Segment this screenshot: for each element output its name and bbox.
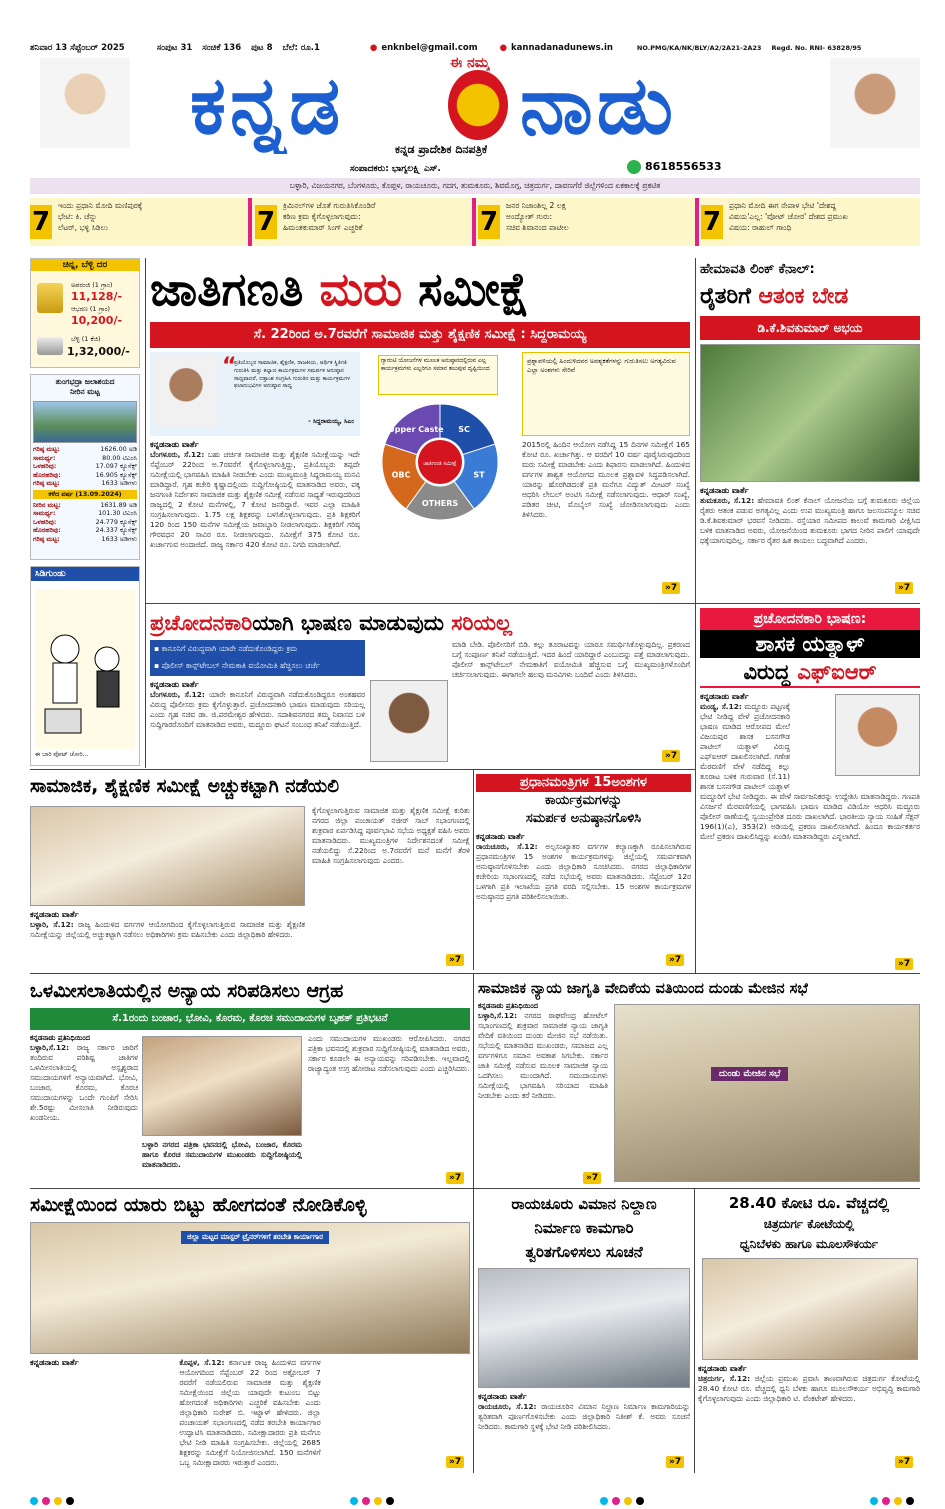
chart-label: ST — [473, 470, 485, 480]
dam-today-label: ಹೊರಹರಿವು: — [33, 470, 61, 479]
print-registration-marks — [870, 1490, 918, 1509]
yatnal-headline-part1: ಶಾಸಕ ಯತ್ನಾಳ್ — [700, 630, 920, 658]
social-survey-copy-left: ರಾಜ್ಯ ಹಿಂದುಳಿದ ವರ್ಗಗಳ ಆಯೋಗದಿಂದ ಕೈಗೊಳ್ಳಲಾಗುತ್ತಿರುವ ಸಾಮಾಜಿಕ ಮತ್ತು ಶೈಕ್ಷಣಿಕ ಸಮೀಕ್ಷೆಯನ್ನು ಜಿಲ್ಲೆಯಲ್ಲಿ ಅಚ್ಚುಕಟ್ಟಾಗಿ ನಡೆಸಲು ಅಧಿಕಾರಿಗಳು ಕ್ರಮ ವಹಿಸಬೇಕು ಎಂದು ಜಿಲ್ಲಾಧಿಕಾರಿ ಹೇಳಿದರು. — [30, 920, 305, 939]
pm-photo — [40, 58, 130, 148]
yatnal-photo-spacer — [790, 702, 920, 786]
provocative-byline: ಕನ್ನಡನಾಡು ವಾರ್ತೆ — [150, 680, 199, 689]
column-rule — [694, 1188, 695, 1473]
pm15-continued[interactable]: »7 — [666, 954, 684, 966]
issue-number: ಸಂಚಿಕೆ 136 — [202, 43, 242, 53]
lead-info-text-2: ಪ್ರಶ್ನಾವಳಿಯಲ್ಲಿ ಹಿಂದುಳಿದವರ ಅವಶ್ಯಕತೆಗಳನ್ನು ಗುರುತಿಸಲು ಅಗತ್ಯವಿರುವ ಎಲ್ಲಾ ಅಂಶಗಳು ಸೇರಿವೆ — [527, 357, 676, 374]
social-survey-photo — [30, 806, 305, 906]
roundtable-headline[interactable]: ಸಾಮಾಜಿಕ ನ್ಯಾಯ ಜಾಗೃತಿ ವೇದಿಕೆಯ ವತಿಯಿಂದ ದುಂಡು ಮೇಜಿನ ಸಭೆ — [478, 981, 808, 997]
lead-headline-part1: ಜಾತಿಗಣತಿ — [150, 262, 320, 316]
hemavati-deck: ಡಿ.ಕೆ.ಶಿವಕುಮಾರ್ ಅಭಯ — [700, 316, 920, 340]
dam-last-year-row — [33, 535, 137, 544]
phone-number[interactable]: 8618556533 — [645, 160, 722, 173]
dam-last-year-label: ಗರಿಷ್ಠ ಮಟ್ಟ: — [33, 534, 60, 543]
karnataka-emblem — [448, 70, 508, 140]
rahul-photo — [830, 58, 920, 148]
tagline: ಕನ್ನಡ ಪ್ರಾದೇಶಿಕ ದಿನಪತ್ರಿಕೆ — [395, 143, 488, 156]
koppal-byline: ಕನ್ನಡನಾಡು ವಾರ್ತೆ — [30, 1358, 79, 1367]
pm15-body — [476, 832, 691, 970]
airport-dateline: ರಾಯಚೂರು, ಸೆ.12: — [478, 1402, 537, 1411]
teaser-3[interactable] — [506, 200, 691, 244]
dam-last-year-value: 24.337 ಕ್ಯೂಸೆಕ್ಸ್ — [95, 526, 137, 535]
chart-label: Upper Caste — [388, 424, 444, 434]
chitradurga-body — [698, 1364, 920, 1470]
gold-22k-price: 10,200/- — [71, 314, 123, 327]
social-survey-text-right: ಕೈಗೊಳ್ಳಲಾಗುತ್ತಿರುವ ಸಾಮಾಜಿಕ ಮತ್ತು ಶೈಕ್ಷಣಿಕ ಸಮೀಕ್ಷೆ ಕುರಿತು ನಗರದ ಜಿಲ್ಲಾ ಪಂಚಾಯತ್ ನಜೀರ್ ಸಾಬ್ ಸಭಾಂಗಣದಲ್ಲಿ ಶುಕ್ರವಾರ ಏರ್ಪಡಿಸಿದ್ದ ಪೂರ್ವಭಾವಿ ಸಭೆಯ ಅಧ್ಯಕ್ಷತೆ ವಹಿಸಿ ಅವರು ಮಾತನಾಡಿದರು. ಮುಖ್ಯಮಂತ್ರಿಗಳ ನಿರ್ದೇಶನದಂತೆ ಸಮೀಕ್ಷೆ ನಡೆಯಲಿದ್ದು ಸೆ.22ರಿಂದ ಅ.7ರವರೆಗೆ ಮನೆ ಮನೆಗೆ ತೆರಳಿ ಮಾಹಿತಿ ಸಂಗ್ರಹಿಸಲಾಗುವುದು ಎಂದರು. — [312, 806, 470, 865]
hemavati-photo — [700, 344, 920, 482]
web-icon: ● — [499, 43, 508, 53]
dam-today-label: ಗರಿಷ್ಠ ಮಟ್ಟ: — [33, 445, 60, 453]
cartoon-box — [30, 566, 140, 766]
parameshwar-photo — [370, 680, 448, 762]
teaser-divider — [472, 198, 476, 246]
yatnal-dateline: ಮಂಡ್ಯ, ಸೆ.12: — [700, 702, 742, 711]
rni-number: Regd. No. RNI- 63828/95 — [771, 44, 862, 52]
social-survey-continued[interactable]: »7 — [446, 954, 464, 966]
dam-readings — [33, 445, 137, 544]
lead-body-right-text: 2015ರಲ್ಲಿ ಹಿಂದಿನ ಆಯೋಗ ನಡೆಸಿದ್ದ 15 ದಿನಗಳ ಸಮೀಕ್ಷೆಗೆ 165 ಕೋಟಿ ರೂ. ಖರ್ಚಾಗಿತ್ತು. ಆ ವರದಿಗೆ 10 ವರ್ಷ ಪೂರೈಸಿರುವುದರಿಂದ ಮರು ಸಮೀಕ್ಷೆ ಮಾಡಬೇಕು ಎಂದು ಶಿಫಾರಸು ಮಾಡಲಾಗಿದೆ. ಹಿಂದುಳಿದ ವರ್ಗಗಳ ಶಾಶ್ವತ ಆಯೋಗದ ಮೂಲಕ ಪ್ರಶ್ನಾವಳಿ ಸಿದ್ಧಪಡಿಸಲಾಗಿದೆ. ಯಾರನ್ನು ಹೊರಗಿಡದಂತೆ ಪ್ರತಿ ಮನೆಗೂ ವಿದ್ಯುತ್ ಮೀಟರ್ ಸಂಖ್ಯೆ ಆಧರಿಸಿ ಲೇಬಲ್ ಅಂಟಿಸಿ ಸಮೀಕ್ಷೆ ನಡೆಸಲಾಗುವುದು. ಆಧಾರ್ ಸಂಖ್ಯೆ, ಪಡಿತರ ಚೀಟಿ, ಮೊಬೈಲ್ ಸಂಖ್ಯೆ ಜೋಡಿಸಲಾಗುವುದು ಎಂದು ತಿಳಿಸಿದರು. — [522, 440, 690, 519]
airport-headline-line2: ನಿರ್ಮಾಣ ಕಾಮಗಾರಿ — [534, 1219, 634, 1237]
cartoon-caption: ಈ ಬಾರಿ ವೋಟ್ ಚೋರಿ... — [35, 751, 89, 758]
lead-quote-by: - ಸಿದ್ದರಾಮಯ್ಯ, ಸಿಎಂ — [308, 418, 354, 425]
volume: ಸಂಪುಟ 31 — [156, 43, 193, 53]
teaser-3-line1: ಜನರ ನಿಜಾಂಶಿಲ್ಲ 2 ಲಕ್ಷ — [506, 201, 566, 210]
dam-today-row — [33, 471, 137, 480]
yatnal-header[interactable] — [700, 608, 920, 688]
dam-last-year-label: ಸಾಮರ್ಥ್ಯ: — [33, 509, 56, 518]
silver-label: ಬೆಳ್ಳಿ (1 ಕೆಜಿ) — [71, 335, 101, 343]
provocative-bullet-2-text: ಪೊಲೀಸ್ ಕಾನ್ಸ್‌ಟೇಬಲ್ ನೇಮಕಾತಿ ವಯೋಮಿತಿ ಹೆಚ್ಚಿಸಲು ಚರ್ಚೆ — [161, 661, 320, 670]
roundtable-photo — [614, 1004, 920, 1182]
hemavati-copy: ಹೇಮಾವತಿ ಲಿಂಕ್ ಕೆನಾಲ್ ಯೋಜನೆಯ ಬಗ್ಗೆ ತುಮಕೂರು ಜಿಲ್ಲೆಯ ರೈತರು ಆತಂಕ ಪಡುವ ಅಗತ್ಯವಿಲ್ಲ ಎಂದು ಉಪ ಮುಖ್ಯಮಂತ್ರಿ ಹಾಗೂ ಜಲಸಂಪನ್ಮೂಲ ಸಚಿವ ಡಿ.ಕೆ.ಶಿವಕುಮಾರ್ ಭರವಸೆ ನೀಡಿದರು. ರಸ್ತೆಯಾರ ಸಮೀಪದ ಕಾಲುವೆ ಕಾಮಗಾರಿ ವೀಕ್ಷಿಸಿದ ಬಳಿಕ ಮಾತನಾಡಿದ ಅವರು, ಯೋಜನೆಯಿಂದ ತುಮಕೂರು ಭಾಗದ ನೀರಿನ ಪಾಲಿಗೆ ಯಾವುದೇ ಧಕ್ಕೆಯಾಗುವುದಿಲ್ಲ. ಸರ್ಕಾರ ರೈತರ ಹಿತ ಕಾಯಲು ಬದ್ಧವಾಗಿದೆ ಎಂದರು. — [700, 496, 920, 545]
pm15-text — [476, 842, 691, 966]
hemavati-headline-part2: ಆತಂಕ ಬೇಡ — [758, 284, 849, 309]
print-registration-marks — [30, 1490, 78, 1509]
section-rule — [30, 973, 920, 974]
masthead-title-left: ಕನ್ನಡ — [190, 59, 345, 152]
teaser-4-line2: ವಿಷಯ'ಎಲ್ಲ: 'ವೋಟ್ ಚೋರ' ದೇಶದ ಪ್ರಮುಖ — [729, 212, 848, 221]
koppal-photo — [30, 1222, 470, 1354]
roundtable-body — [478, 1002, 608, 1182]
reservation-caption: ಬಳ್ಳಾರಿ ನಗರದ ಪತ್ರಿಕಾ ಭವನದಲ್ಲಿ ಭೋವಿ, ಬಂಜಾರ, ಕೊರಮ ಹಾಗೂ ಕೊರಚ ಸಮುದಾಯಗಳ ಮುಖಂಡರು ಸುದ್ದಿಗೋಷ್ಠಿಯಲ್ಲಿ ಮಾತನಾಡಿದರು. — [142, 1140, 302, 1169]
registration-number: NO.PMG/KA/NK/BLY/A2/2A21-2A23 — [636, 44, 762, 52]
dam-last-year-header: ಕಳೆದ ವರ್ಷ (13.09.2024) — [33, 490, 137, 499]
issue-date: ಶನಿವಾರ 13 ಸೆಪ್ಟೆಂಬರ್ 2025 — [30, 43, 125, 53]
teaser-divider — [695, 198, 699, 246]
lead-info-text-1: ಗ್ಯಾರಂಟಿ ಯೋಜನೆಗಳ ಮೂಲಕ ಅನುಷ್ಠಾನದಲ್ಲಿರುವ ಎಲ್ಲ ಕಾರ್ಯಕ್ರಮಗಳು ಎಲ್ಲರಿಗೂ ಸಮಾನ ತಲುಪುವ ದೃಷ್ಟಿಯಿಂದ — [381, 358, 490, 372]
teaser-2-page[interactable]: 7 — [256, 207, 276, 237]
teaser-2-line3: ಹಿಮಂತಕುಮಾರ್ ಸಿಂಗ್ ಎಚ್ಚರಿಕೆ — [283, 223, 363, 232]
lead-deck: ಸೆ. 22ರಿಂದ ಅ.7ರವರೆಗೆ ಸಾಮಾಜಿಕ ಮತ್ತು ಶೈಕ್ಷಣಿಕ ಸಮೀಕ್ಷೆ : ಸಿದ್ದರಾಮಯ್ಯ — [150, 322, 690, 348]
hemavati-byline: ಕನ್ನಡನಾಡು ವಾರ್ತೆ — [700, 486, 749, 495]
roundtable-banner: ದುಂಡು ಮೇಜಿನ ಸಭೆ — [711, 1067, 788, 1081]
teaser-4-line3: ವಿಷಯ: ರಾಹುಲ್ ಗಾಂಧಿ — [729, 223, 792, 232]
dam-last-year-row — [33, 501, 137, 510]
districts-text: ಬಳ್ಳಾರಿ, ವಿಜಯನಗರ, ಬೆಂಗಳೂರು, ಕೊಪ್ಪಳ, ರಾಯಚೂರು, ಗದಗ, ತುಮಕೂರು, ಶಿವಮೊಗ್ಗ, ಚಿತ್ರದುರ್ಗ, ದಾವಣಗೆರೆ ಜಿಲ್ಲೆಗಳಿಂದ ಏಕಕಾಲಕ್ಕೆ ಪ್ರಕಟಿತ — [289, 181, 661, 190]
dam-last-year-row — [33, 518, 137, 527]
dam-today-value: 1626.00 ಅಡಿ — [100, 445, 137, 453]
teaser-3-page[interactable]: 7 — [479, 207, 499, 237]
airport-byline: ಕನ್ನಡನಾಡು ವಾರ್ತೆ — [478, 1392, 527, 1401]
airport-headline[interactable] — [478, 1192, 690, 1264]
section-rule — [30, 1188, 920, 1189]
dam-today-label: ಒಳಹರಿವು: — [33, 462, 57, 471]
hemavati-text — [700, 496, 920, 592]
airport-continued[interactable]: »7 — [666, 1456, 684, 1468]
airport-headline-line1: ರಾಯಚೂರು ವಿಮಾನ ನಿಲ್ದಾಣ — [511, 1195, 657, 1213]
provocative-dateline: ಬೆಂಗಳೂರು, ಸೆ.12: — [150, 690, 205, 699]
teaser-3-line3: ಸಚಿವ ಶಿವಾನಂದ ಪಾಟೀಲ — [506, 223, 569, 232]
koppal-text — [179, 1358, 320, 1468]
pm15-byline: ಕನ್ನಡನಾಡು ವಾರ್ತೆ — [476, 832, 525, 841]
lead-body-left-copy: ಬಹು ಚರ್ಚಿತ ಸಾಮಾಜಿಕ ಮತ್ತು ಶೈಕ್ಷಣಿಕ ಸಮೀಕ್ಷೆಯನ್ನು ಇದೇ ಸೆಪ್ಟೆಂಬರ್ 22ರಿಂದ ಅ.7ರವರೆಗೆ ಕೈಗೊಳ್ಳಲಾಗುತ್ತಿದ್ದು, ಪ್ರತಿಯೊಬ್ಬರು ತಪ್ಪದೇ ಸಮೀಕ್ಷೆಯಲ್ಲಿ ಭಾಗವಹಿಸಿ ಮಾಹಿತಿ ನೀಡಬೇಕು ಎಂದು ಮುಖ್ಯಮಂತ್ರಿ ಸಿದ್ದರಾಮಯ್ಯ ಮನವಿ ಮಾಡಿದ್ದಾರೆ. ಗೃಹ ಕಚೇರಿ ಕೃಷ್ಣಾದಲ್ಲಿಂದು ಸುದ್ದಿಗೋಷ್ಠಿಯಲ್ಲಿ ಮಾತನಾಡಿದ ಅವರು, ಪಕ್ಕ ಜನಗಣತಿ ನಿರ್ದೇಶನ ಸಾಮಾಜಿಕ ಮತ್ತು ಶೈಕ್ಷಣಿಕ ಸಮೀಕ್ಷೆ ನಡೆಸುವ ಸಾಧ್ಯತೆ ಇರುವುದರಿಂದ ರಾಜ್ಯದಲ್ಲಿ 2 ಕೋಟಿ ಮನೆಗಳಲ್ಲಿ, 7 ಕೋಟಿ ಜನರಿದ್ದಾರೆ. ಇವರ ಎಲ್ಲಾ ಮಾಹಿತಿ ಸಂಗ್ರಹಿಸಲಾಗುವುದು. 1.75 ಲಕ್ಷ ಶಿಕ್ಷಕರನ್ನು ಬಳಸಿಕೊಳ್ಳಲಾಗುವುದು. ಪ್ರತಿ ಶಿಕ್ಷಕರಿಗೆ 120 ರಿಂದ 150 ಮನೆಗಳ ಸಮೀಕ್ಷೆಯ ಜವಾಬ್ದಾರಿ ನೀಡಲಾಗುವುದು. ಶಿಕ್ಷಕರಿಗೆ ಗರಿಷ್ಠ ಗೌರವಧನ 20 ಸಾವಿರ ರೂ. ನೀಡಲಾಗುವುದು. ಸಮೀಕ್ಷೆಗೆ 375 ಕೋಟಿ ರೂ. ಖರ್ಚಾಗುವ ಅಂದಾಜಿದೆ. ರಾಜ್ಯ ಸರ್ಕಾರ 420 ಕೋಟಿ ರೂ. ನಿಗದಿ ಮಾಡಲಾಗಿದೆ. — [150, 450, 360, 549]
teaser-1-line1: ಇಂದು ಪ್ರಧಾನಿ ಮೋದಿ ಮಣಿಪುರಕ್ಕೆ — [58, 201, 143, 210]
print-registration-marks — [600, 1490, 648, 1509]
reservation-copy-left: ರಾಜ್ಯ ಸರ್ಕಾರ ಜಾರಿಗೆ ತಂದಿರುವ ಪರಿಶಿಷ್ಟ ಜಾತಿಗಳ ಒಳಮೀಸಲಾತಿಯಲ್ಲಿ ಅಸ್ಪೃಶ್ಯರಾದ ಸಮುದಾಯಗಳಿಗೆ ಅನ್ಯಾಯವಾಗಿದೆ. ಭೋವಿ, ಬಂಜಾರ, ಕೊರಮ, ಕೊರಚ ಸಮುದಾಯಗಳನ್ನು ಒಂದೇ ಗುಂಪಿಗೆ ಸೇರಿಸಿ ಶೇ.5ರಷ್ಟು ಮೀಸಲಾತಿ ನೀಡಿರುವುದು ಖಂಡನೀಯ. — [30, 1043, 138, 1122]
dam-today-row — [33, 462, 137, 471]
gold-bar-icon — [37, 283, 63, 313]
provocative-text-right: ಮಾಡಿ ಬೇಡಿ. ಪೊಲೀಸರಿಗೆ ಬಿಡಿ. ಕಲ್ಲು ತೂರಾಟವನ್ನು ಯಾರೂ ಸಮರ್ಥಿಸಿಕೊಳ್ಳುವುದಿಲ್ಲ. ಪ್ರಕರಣದ ಬಗ್ಗೆ ಸಂಪೂರ್ಣ ತನಿಖೆ ನಡೆಯುತ್ತಿದೆ. ಇದರ ಹಿಂದೆ ಯಾರಿದ್ದಾರೆ ಎಂಬುದನ್ನು ಪತ್ತೆ ಮಾಡಲಾಗುವುದು. ಪೊಲೀಸ್ ಕಾನ್ಸ್‌ಟೇಬಲ್ ನೇಮಕಾತಿಗೆ ವಯೋಮಿತಿ ಹೆಚ್ಚಿಸುವ ಬಗ್ಗೆ ಮುಖ್ಯಮಂತ್ರಿಗಳೊಂದಿಗೆ ಚರ್ಚಿಸಲಾಗುವುದು. ಈಗಾಗಲೇ ಹಲವು ಮನವಿಗಳು ಬಂದಿವೆ ಎಂದು ತಿಳಿಸಿದರು. — [452, 640, 690, 679]
print-registration-marks — [350, 1490, 398, 1509]
provocative-bullets — [150, 640, 365, 676]
roundtable-text — [478, 1011, 608, 1179]
column-rule — [473, 770, 474, 970]
teaser-2[interactable] — [283, 200, 468, 244]
column-rule — [473, 973, 474, 1188]
dam-last-year-value: 24.779 ಕ್ಯೂಸೆಕ್ಸ್ — [95, 517, 137, 526]
koppal-banner: ಜಿಲ್ಲಾ ಮಟ್ಟದ ಮಾಸ್ಟರ್ ಟ್ರೈನರ್‌ಗಳಿಗೆ ತರಬೇತಿ ಕಾರ್ಯಾಗಾರ — [181, 1231, 329, 1244]
silver-price: 1,32,000/- — [67, 345, 130, 358]
teaser-4[interactable] — [729, 200, 919, 244]
hemavati-continued[interactable]: »7 — [895, 582, 913, 594]
dam-last-year-value: 1633 ಅಡಿಗಳು — [101, 534, 137, 543]
roundtable-continued[interactable]: »7 — [583, 1172, 601, 1184]
dam-today-row — [33, 479, 137, 488]
yatnal-headline-part3: ಎಫ್‌ಐಆರ್ — [797, 660, 877, 684]
chitradurga-headline-line2: ಚಿತ್ರದುರ್ಗ ಕೋಟೆಯಲ್ಲಿ — [763, 1217, 855, 1231]
chart-center-label: ಜಾತಿಗಣತಿ ಸಮೀಕ್ಷೆ — [423, 461, 457, 467]
pm15-headline-line1: ಪ್ರಧಾನಮಂತ್ರಿಗಳ 15ಅಂಶಗಳ — [476, 774, 691, 792]
airport-text — [478, 1402, 690, 1468]
provocative-headline-part1: ಪ್ರಚೋದನಕಾರಿ — [150, 611, 253, 635]
social-survey-text-left — [30, 920, 305, 968]
teaser-1[interactable] — [58, 200, 238, 244]
masthead-info-bar — [30, 40, 920, 56]
reservation-body-left — [30, 1034, 138, 1184]
social-survey-body-left — [30, 910, 305, 970]
provocative-bullet-1-text: ಕಾನೂನಿಗೆ ವಿರುದ್ಧವಾಗಿ ಯಾರೇ ನಡೆದುಕೊಂಡಿದ್ದರು ಕ್ರಮ — [161, 644, 298, 653]
cartoon-drawing — [35, 589, 135, 749]
reservation-dateline: ಬಳ್ಳಾರಿ,ಸೆ.12: — [30, 1043, 70, 1052]
pm15-dateline: ರಾಯಚೂರು, ಸೆ.12: — [476, 842, 538, 851]
koppal-dateline: ಕೊಪ್ಪಳ, ಸೆ.12: — [179, 1358, 225, 1367]
airport-photo — [478, 1268, 690, 1388]
reservation-byline: ಕನ್ನಡನಾಡು ಪ್ರತಿನಿಧಿಯಿಂದ — [30, 1034, 90, 1042]
price: ಬೆಲೆ: ರೂ.1 — [282, 43, 320, 53]
dam-title: ತುಂಗಭದ್ರಾ ಜಲಾಶಯದ — [55, 377, 115, 386]
whatsapp-icon — [627, 160, 641, 174]
dam-last-year-value: 101.30 ಟಿಎಂಸಿ — [98, 509, 137, 518]
dam-photo — [33, 401, 137, 443]
hemavati-headline-part1: ರೈತರಿಗೆ — [700, 284, 759, 309]
lead-body-right — [522, 440, 690, 595]
hemavati-dateline: ತುಮಕೂರು, ಸೆ.12: — [700, 496, 755, 505]
lead-info-box-1 — [378, 355, 498, 395]
teaser-4-page[interactable]: 7 — [702, 207, 722, 237]
yatnal-body — [700, 692, 920, 972]
koppal-headline[interactable]: ಸಮೀಕ್ಷೆಯಿಂದ ಯಾರು ಬಿಟ್ಟು ಹೋಗದಂತೆ ನೋಡಿಕೊಳ್ಳಿ — [30, 1194, 367, 1216]
provocative-continued[interactable]: »7 — [662, 750, 680, 762]
cartoon-title: ಸಿಡಿಗುಂಡು — [31, 567, 139, 581]
provocative-body-left — [150, 680, 365, 764]
masthead-title-small: ಈ ನಮ್ಮ — [450, 55, 491, 71]
social-survey-dateline: ಬಳ್ಳಾರಿ, ಸೆ.12: — [30, 920, 74, 929]
reservation-photo — [142, 1036, 302, 1136]
chitradurga-continued[interactable]: »7 — [895, 1456, 913, 1468]
page-count: ಪುಟ 8 — [251, 43, 273, 53]
editor-name: ಸಂಪಾದಕರು: ಭಾಗ್ಯಲಕ್ಷ್ಮಿ ಎಸ್. — [350, 164, 441, 174]
teaser-1-line3: ಲೆಟರ್, ಭಳ್ಳಿ ಸಿಡಿಲು — [58, 223, 108, 232]
chitradurga-copy: ಜಿಲ್ಲೆಯ ಪ್ರಮುಖ ಪ್ರವಾಸಿ ತಾಣವಾಗಿರುವ ಚಿತ್ರದುರ್ಗ ಕೋಟೆಯಲ್ಲಿ 28.40 ಕೋಟಿ ರೂ. ವೆಚ್ಚದಲ್ಲಿ ಧ್ವನಿ ಬೆಳಕು ಹಾಗೂ ಮೂಲಸೌಕರ್ಯ ಅಭಿವೃದ್ಧಿ ಕಾಮಗಾರಿ ಕೈಗೊಳ್ಳಲಾಗುವುದು ಎಂದು ಜಿಲ್ಲಾಧಿಕಾರಿ ಟಿ. ವೆಂಕಟೇಶ್ ಹೇಳಿದರು. — [698, 1374, 920, 1403]
dam-today-value: 80.00 ಟಿಎಂಸಿ — [102, 453, 137, 462]
lead-quote-box — [150, 352, 360, 436]
roundtable-byline: ಕನ್ನಡನಾಡು ಪ್ರತಿನಿಧಿಯಿಂದ — [478, 1002, 538, 1010]
teaser-4-line1: ಪ್ರಧಾನಿ ಮೋದಿ ಈಗ ನೇಪಾಳ ಭೇಟಿ 'ದೇಶದ್ದ — [729, 201, 837, 210]
reservation-headline[interactable]: ಒಳಮೀಸಲಾತಿಯಲ್ಲಿನ ಅನ್ಯಾಯ ಸರಿಪಡಿಸಲು ಆಗ್ರಹ — [30, 980, 344, 1002]
column-rule — [695, 258, 696, 973]
cm-photo — [154, 356, 218, 428]
dam-subtitle: ನೀರಿನ ಮಟ್ಟ — [70, 387, 100, 396]
lead-headline-part3: ಸಮೀಕ್ಷೆ — [402, 262, 530, 316]
lead-quote-text: ಪ್ರತಿಯೊಬ್ಬರ ಸಾಮಾಜಿಕ, ಶೈಕ್ಷಣಿಕ, ರಾಜಕೀಯ, ಆರ್ಥಿಕ ಸ್ಥಿತಿಗತಿ ಗುರುತಿಸಿ ಮತ್ತು ಕಲ್ಯಾಣ ಕಾರ್ಯಕ್ರಮಗಳ ಸಮರ್ಪಕ ಅನುಷ್ಠಾನ ಸಾಧ್ಯವಾದರೆ, ದತ್ತಾಂಶ ಸಂಗ್ರಹಿಸಿ ಗುರುತಿನ ಮತ್ತು ಕಾರ್ಯಕ್ರಮಗಳ ಫಲಾನುಭವಿಗಳ ಅನುಷ್ಠಾನ ಸಾಧ್ಯ — [234, 360, 351, 390]
chitradurga-dateline: ಚಿತ್ರದುರ್ಗ, ಸೆ.12: — [698, 1374, 751, 1383]
provocative-headline-part2: ಯಾಗಿ ಭಾಷಣ ಮಾಡುವುದು — [252, 611, 452, 635]
dam-last-year-label: ಹೊರಹರಿವು: — [33, 526, 61, 535]
website-link[interactable]: kannadanadunews.in — [511, 43, 613, 53]
provocative-headline-part3: ಸರಿಯಲ್ಲ — [451, 611, 513, 635]
lead-dateline: ಬೆಂಗಳೂರು, ಸೆ.12: — [150, 450, 205, 459]
reservation-deck: ಸೆ.1ರಂದು ಬಂಜಾರ, ಭೋವಿ, ಕೊರಮ, ಕೊರಚ ಸಮುದಾಯಗಳ ಬೃಹತ್ ಪ್ರತಿಭಟನೆ — [30, 1008, 470, 1030]
districts-bar — [30, 178, 920, 194]
yatnal-copy: ಮದ್ದೂರು ಪಟ್ಟಣಕ್ಕೆ ಭೇಟಿ ನೀಡಿದ್ದ ವೇಳೆ ಪ್ರಚೋದನಕಾರಿ ಭಾಷಣ ಮಾಡಿದ ಆರೋಪದ ಮೇಲೆ ವಿಜಯಪುರ ಶಾಸಕ ಬಸನಗೌಡ ಪಾಟೀಲ್ ಯತ್ನಾಳ್ ವಿರುದ್ಧ ಎಫ್‌ಐಆರ್ ದಾಖಲಿಸಲಾಗಿದೆ. ಗಣೇಶ ಮೆರವಣಿಗೆ ವೇಳೆ ನಡೆದಿದ್ದ ಕಲ್ಲು ತೂರಾಟ ಬಳಿಕ ಗುರುವಾರ (ಸೆ.11) ಶಾಸಕ ಬಸನಗೌಡ ಪಾಟೀಲ್ ಯತ್ನಾಳ್ ಮದ್ದೂರಿಗೆ ಭೇಟಿ ನೀಡಿದ್ದರು. ಈ ವೇಳೆ ಸಾರ್ವಜನಿಕರನ್ನು ಉದ್ದೇಶಿಸಿ ಮಾತನಾಡಿದ್ದರು. ಗಣಪತಿ ವಿಸರ್ಜನೆ ಮೆರವಣಿಗೆಯಲ್ಲಿ ಭಾಗವಹಿಸಿ ಭಾಷಣ ಮಾಡಿದ ವಿಡಿಯೋ ಆಧರಿಸಿ ಮದ್ದೂರು ಪೊಲೀಸ್ ಠಾಣೆಯಲ್ಲಿ ಸ್ವಯಂಪ್ರೇರಿತ ದೂರು ದಾಖಲಾಗಿದೆ. ಭಾರತೀಯ ನ್ಯಾಯ ಸಂಹಿತೆ ಸೆಕ್ಷನ್ 196(1)(ಎ), 353(2) ಅಡಿಯಲ್ಲಿ ಪ್ರಕರಣ ದಾಖಲಿಸಲಾಗಿದೆ. ಹಿಂದೂ ಕಾರ್ಯಕರ್ತರ ಮೇಲೆ ಪ್ರಕರಣ ದಾಖಲಿಸಿದ್ದನ್ನು ಖಂಡಿಸಿ ಮಾತನಾಡಿದ್ದರು ಎನ್ನಲಾಗಿದೆ. — [700, 702, 920, 841]
airport-headline-line3: ತ್ವರಿತಗೊಳಿಸಲು ಸೂಚನೆ — [525, 1243, 643, 1261]
dam-last-year-row — [33, 509, 137, 518]
cartoon-figures — [35, 589, 135, 749]
dam-last-year-label: ನೀರಿನ ಮಟ್ಟ: — [33, 500, 61, 509]
silver-icon — [37, 337, 63, 355]
dam-box — [30, 374, 140, 560]
email-icon: ● — [369, 43, 378, 53]
chitradurga-photo — [702, 1258, 918, 1360]
yatnal-headline-part2: ವಿರುದ್ಧ — [743, 660, 798, 684]
dam-today-value: 16.905 ಕ್ಯೂಸೆಕ್ಸ್ — [95, 470, 137, 479]
reservation-continued[interactable]: »7 — [446, 1172, 464, 1184]
chitradurga-byline: ಕನ್ನಡನಾಡು ವಾರ್ತೆ — [698, 1364, 747, 1373]
social-survey-headline[interactable]: ಸಾಮಾಜಿಕ, ಶೈಕ್ಷಣಿಕ ಸಮೀಕ್ಷೆ ಅಚ್ಚುಕಟ್ಟಾಗಿ ನಡೆಯಲಿ — [30, 776, 340, 797]
teaser-2-line2: ಕಠಿಣ ಕ್ರಮ ಕೈಗೊಳ್ಳಲಾಗುವುದು: — [283, 212, 361, 221]
teaser-3-line2: ಅಂದ್ಯೋತ್ ಗುರು: — [506, 212, 553, 221]
gold-24k-price: 11,128/- — [71, 290, 123, 303]
chart-label: OBC — [391, 470, 411, 480]
gold-22k-label: ಆಭರಣ (1 ಗ್ರಾಂ) — [71, 305, 111, 313]
pm15-headline[interactable] — [476, 774, 691, 828]
yatnal-continued[interactable]: »7 — [895, 958, 913, 970]
yatnal-byline: ಕನ್ನಡನಾಡು ವಾರ್ತೆ — [700, 692, 749, 701]
lead-info-box-2 — [522, 352, 690, 436]
teaser-1-line2: ಭೇಟಿ: ಕಿ. ಚೆನ್ನು — [58, 212, 98, 221]
column-rule — [473, 1188, 474, 1473]
pm15-headline-line2: ಕಾರ್ಯಕ್ರಮಗಳನ್ನು — [544, 793, 623, 808]
gold-24k-label: ಅಪರಂಜಿ (1 ಗ್ರಾಂ) — [71, 281, 113, 289]
dam-today-value: 1633 ಅಡಿಗಳು — [101, 479, 137, 488]
chitradurga-headline-line3: ಧ್ವನಿಬೆಳಕು ಹಾಗೂ ಮೂಲಸೌಕರ್ಯ — [739, 1237, 879, 1251]
lead-body-left — [150, 440, 360, 600]
koppal-continued[interactable]: »7 — [446, 1456, 464, 1468]
gold-rate-box — [30, 258, 140, 368]
teaser-divider — [248, 198, 252, 246]
quote-mark: “ — [222, 354, 237, 379]
pm15-copy: ಅಲ್ಪಸಂಖ್ಯಾತರ ವರ್ಗಗಳ ಕಲ್ಯಾಣಕ್ಕಾಗಿ ರೂಪಿಸಲಾಗಿರುವ ಪ್ರಧಾನಮಂತ್ರಿಗಳ 15 ಅಂಶಗಳ ಕಾರ್ಯಕ್ರಮಗಳನ್ನು ಜಿಲ್ಲೆಯಲ್ಲಿ ಸಮರ್ಪಕವಾಗಿ ಅನುಷ್ಠಾನಗೊಳಿಸಬೇಕು ಎಂದು ಜಿಲ್ಲಾಧಿಕಾರಿ ಸೂಚಿಸಿದರು. ನಗರದ ಜಿಲ್ಲಾಧಿಕಾರಿಗಳ ಕಚೇರಿಯ ಸಭಾಂಗಣದಲ್ಲಿ ನಡೆದ ಸಭೆಯಲ್ಲಿ ಅವರು ಮಾತನಾಡಿದರು. ಸೆಪ್ಟೆಂಬರ್ 12ರ ಒಳಗಾಗಿ ಪ್ರತಿ ಇಲಾಖೆಯ ಪ್ರಗತಿ ವರದಿ ಸಲ್ಲಿಸಬೇಕು. 15 ಅಂಶಗಳ ಕಾರ್ಯಕ್ರಮಗಳ ಅನುಷ್ಠಾನದ ಪ್ರಗತಿ ಪರಿಶೀಲಿಸಲಾಯಿತು. — [476, 842, 691, 901]
roundtable-copy: ನಗರದ ರಾಘವೇಂದ್ರ ಹೋಟೆಲ್ ಸಭಾಂಗಣದಲ್ಲಿ ಶುಕ್ರವಾರ ಸಾಮಾಜಿಕ ನ್ಯಾಯ ಜಾಗೃತಿ ವೇದಿಕೆ ವತಿಯಿಂದ ದುಂಡು ಮೇಜಿನ ಸಭೆ ನಡೆಯಿತು. ಸಭೆಯಲ್ಲಿ ಮಾತನಾಡಿದ ಮುಖಂಡರು, ಸಮಾಜದ ಎಲ್ಲ ವರ್ಗಗಳಿಗೂ ಸಮಾನ ಅವಕಾಶ ಸಿಗಬೇಕು. ಸರ್ಕಾರ ಜಾತಿ ಸಮೀಕ್ಷೆ ನಡೆಸುವ ಮೂಲಕ ಸಾಮಾಜಿಕ ನ್ಯಾಯ ಒದಗಿಸಲು ಮುಂದಾಗಿದೆ. ಸಮುದಾಯಗಳು ಸಮೀಕ್ಷೆಯಲ್ಲಿ ಭಾಗವಹಿಸಿ ಸರಿಯಾದ ಮಾಹಿತಿ ನೀಡಬೇಕು ಎಂದು ಕರೆ ನೀಡಿದರು. — [478, 1011, 608, 1100]
chitradurga-text — [698, 1374, 920, 1468]
roundtable-dateline: ಬಳ್ಳಾರಿ,ಸೆ.12: — [478, 1011, 518, 1020]
koppal-body — [30, 1358, 470, 1470]
social-survey-byline: ಕನ್ನಡನಾಡು ವಾರ್ತೆ — [30, 910, 79, 919]
dam-today-label: ಸಾಮರ್ಥ್ಯ: — [33, 453, 56, 462]
chitradurga-headline-line1: 28.40 ಕೋಟಿ ರೂ. ವೆಚ್ಚದಲ್ಲಿ — [728, 1194, 890, 1212]
dam-last-year-value: 1631.89 ಅಡಿ — [100, 500, 137, 509]
teaser-1-page[interactable]: 7 — [31, 207, 51, 237]
lead-body-left-text — [150, 450, 360, 598]
section-rule — [145, 603, 920, 604]
airport-copy: ರಾಯಚೂರಿನ ವಿಮಾನ ನಿಲ್ದಾಣ ನಿರ್ಮಾಣ ಕಾಮಗಾರಿಯನ್ನು ತ್ವರಿತವಾಗಿ ಪೂರ್ಣಗೊಳಿಸಬೇಕು ಎಂದು ಜಿಲ್ಲಾಧಿಕಾರಿ ನಿತೀಶ್ ಕೆ. ಅವರು ಸೂಚನೆ ನೀಡಿದರು. ಕಾಮಗಾರಿ ಸ್ಥಳಕ್ಕೆ ಭೇಟಿ ನೀಡಿ ಪರಿಶೀಲಿಸಿದರು. — [478, 1402, 690, 1431]
provocative-bullet-1: ▪ ಕಾನೂನಿಗೆ ವಿರುದ್ಧವಾಗಿ ಯಾರೇ ನಡೆದುಕೊಂಡಿದ್ದರು ಕ್ರಮ — [154, 644, 298, 653]
hemavati-headline[interactable] — [700, 282, 920, 312]
lead-continued[interactable]: »7 — [662, 582, 680, 594]
yatnal-headline-line2 — [700, 658, 920, 686]
dam-last-year-label: ಒಳಹರಿವು: — [33, 517, 57, 526]
airport-body — [478, 1392, 690, 1470]
koppal-copy: ಕರ್ನಾಟಕ ರಾಜ್ಯ ಹಿಂದುಳಿದ ವರ್ಗಗಳ ಆಯೋಗದಿಂದ ಸೆಪ್ಟೆಂಬರ್ 22 ರಿಂದ ಅಕ್ಟೋಬರ್ 7 ರವರೆಗೆ ನಡೆಯಲಿರುವ ಸಾಮಾಜಿಕ ಮತ್ತು ಶೈಕ್ಷಣಿಕ ಸಮೀಕ್ಷೆಯಿಂದ ಜಿಲ್ಲೆಯ ಯಾವುದೇ ಕುಟುಂಬ ಬಿಟ್ಟು ಹೋಗದಂತೆ ಅಧಿಕಾರಿಗಳು ಎಚ್ಚರಿಕೆ ವಹಿಸಬೇಕು ಎಂದು ಜಿಲ್ಲಾಧಿಕಾರಿ ಸುರೇಶ್ ಬಿ. ಇಟ್ನಾಳ್ ಹೇಳಿದರು. ಜಿಲ್ಲಾ ಪಂಚಾಯತ್ ಸಭಾಂಗಣದಲ್ಲಿ ನಡೆದ ತರಬೇತಿ ಕಾರ್ಯಾಗಾರ ಉದ್ಘಾಟಿಸಿ ಮಾತನಾಡಿದರು. ಸಮೀಕ್ಷಾದಾರರು ಪ್ರತಿ ಮನೆಗೂ ಭೇಟಿ ನೀಡಿ ಮಾಹಿತಿ ಸಂಗ್ರಹಿಸಬೇಕು. ಜಿಲ್ಲೆಯಲ್ಲಿ 2685 ಶಿಕ್ಷಕರನ್ನು ಸಮೀಕ್ಷೆಗೆ ನಿಯೋಜಿಸಲಾಗಿದೆ. 150 ಮನೆಗಳಿಗೆ ಒಬ್ಬ ಸಮೀಕ್ಷಾದಾರರು ಇರುತ್ತಾರೆ ಎಂದರು. — [179, 1358, 321, 1467]
email-link[interactable]: enknbel@gmail.com — [381, 43, 478, 53]
dam-today-value: 17.097 ಕ್ಯೂಸೆಕ್ಸ್ — [95, 462, 137, 471]
reservation-text-right: ಎಂದು ಸಮುದಾಯಗಳ ಮುಖಂಡರು ಆರೋಪಿಸಿದರು. ನಗರದ ಪತ್ರಿಕಾ ಭವನದಲ್ಲಿ ಶುಕ್ರವಾರ ಸುದ್ದಿಗೋಷ್ಠಿಯಲ್ಲಿ ಮಾತನಾಡಿದ ಅವರು, ಸರ್ಕಾರ ಕೂಡಲೇ ಈ ಅನ್ಯಾಯವನ್ನು ಸರಿಪಡಿಸಬೇಕು. ಇಲ್ಲವಾದಲ್ಲಿ ರಾಜ್ಯಾದ್ಯಂತ ಉಗ್ರ ಹೋರಾಟ ನಡೆಸಲಾಗುವುದು ಎಂದು ಎಚ್ಚರಿಸಿದರು. — [308, 1034, 470, 1073]
section-rule — [30, 769, 695, 770]
hemavati-body — [700, 486, 920, 596]
dam-today-label: ಗರಿಷ್ಠ ಮಟ್ಟ: — [33, 479, 60, 488]
lead-headline-part2: ಮರು — [319, 262, 403, 316]
chitradurga-headline[interactable] — [698, 1192, 920, 1254]
lead-headline[interactable] — [150, 260, 690, 318]
dam-today-row — [33, 454, 137, 463]
provocative-copy-left: ಯಾರೇ ಕಾನೂನಿಗೆ ವಿರುದ್ಧವಾಗಿ ನಡೆದುಕೊಂಡಿದ್ದರೂ ಅಂತಹವರ ವಿರುದ್ಧ ಪೊಲೀಸರು ಕ್ರಮ ಕೈಗೊಳ್ಳುತ್ತಾರೆ. ಪ್ರಚೋದನಕಾರಿ ಭಾಷಣ ಮಾಡುವುದು ಸರಿಯಲ್ಲ ಎಂದು ಗೃಹ ಸಚಿವ ಡಾ. ಜಿ.ಪರಮೇಶ್ವರ ಹೇಳಿದರು. ಸದಾಶಿವನಗರದ ತಮ್ಮ ನಿವಾಸದ ಬಳಿ ಸುದ್ದಿಗಾರರೊಂದಿಗೆ ಮಾತನಾಡಿದ ಅವರು, ಮದ್ದೂರು ಘಟನೆ ಸಂಬಂಧ ತನಿಖೆ ನಡೆಯುತ್ತಿದೆ. — [150, 690, 365, 729]
dam-last-year-row — [33, 526, 137, 535]
provocative-text-left — [150, 690, 365, 762]
teaser-2-line1: ಕ್ರಿಮಿನಲ್‌ಗಳ ಜೊತೆ ಗುರುತಿಸಿಕೊಂಡಿರೆ — [283, 201, 376, 210]
provocative-bullet-2: ▪ ಪೊಲೀಸ್ ಕಾನ್ಸ್‌ಟೇಬಲ್ ನೇಮಕಾತಿ ವಯೋಮಿತಿ ಹೆಚ್ಚಿಸಲು ಚರ್ಚೆ — [154, 661, 320, 670]
gold-title: ಚಿನ್ನ, ಬೆಳ್ಳಿ ದರ — [31, 259, 139, 271]
hemavati-kicker: ಹೇಮಾವತಿ ಲಿಂಕ್ ಕೆನಾಲ್: — [700, 262, 815, 277]
pm15-headline-line3: ಸಮರ್ಪಕ ಅನುಷ್ಠಾನಗೊಳಿಸಿ — [525, 811, 642, 826]
yatnal-kicker: ಪ್ರಚೋದನಕಾರಿ ಭಾಷಣ: — [753, 611, 867, 627]
dam-today-row — [33, 445, 137, 454]
masthead-title-right: ನಾಡು — [520, 59, 678, 152]
column-rule — [145, 258, 146, 768]
lead-byline: ಕನ್ನಡನಾಡು ವಾರ್ತೆ — [150, 440, 199, 449]
chart-label: SC — [458, 424, 470, 434]
provocative-headline[interactable] — [150, 608, 690, 638]
reservation-text-left — [30, 1043, 138, 1181]
chart-label: OTHERS — [421, 499, 459, 508]
yatnal-text — [700, 702, 920, 970]
